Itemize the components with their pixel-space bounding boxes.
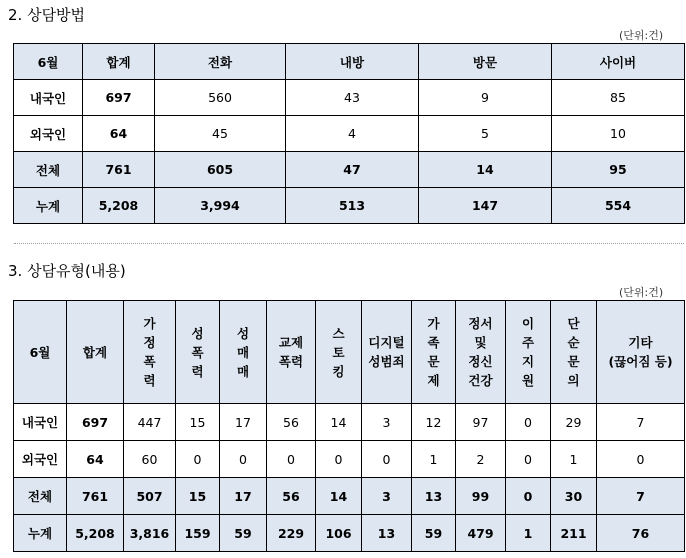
consultation-method-table [13,43,685,224]
column-header: 6월 [14,301,67,404]
table-row [14,478,685,515]
table-row [14,188,685,224]
table-cell: 0 [316,441,362,478]
section3-title: 3. 상담유형(내용) [8,262,126,280]
table-cell: 3,994 [155,188,286,224]
table-cell: 13 [362,515,412,552]
table-cell: 0 [597,441,685,478]
column-header: 스 토 킹 [316,301,362,404]
table-cell: 5 [419,116,552,152]
table-cell: 229 [267,515,316,552]
table-row [14,80,685,116]
table-cell: 2 [456,441,506,478]
table-cell: 5,208 [67,515,124,552]
table-row [14,404,685,441]
table-cell: 697 [67,404,124,441]
table-cell: 95 [552,152,685,188]
consultation-type-table [13,300,685,552]
table-cell: 0 [506,404,551,441]
table-row [14,515,685,552]
section2-unit: (단위:건) [619,29,664,42]
row-header: 전체 [14,152,83,188]
table-header-row [14,44,685,80]
table-cell: 1 [551,441,597,478]
table-cell: 605 [155,152,286,188]
table-cell: 99 [456,478,506,515]
column-header: 6월 [14,44,83,80]
table-cell: 479 [456,515,506,552]
column-header: 방문 [419,44,552,80]
table-row [14,152,685,188]
table-cell: 0 [362,441,412,478]
table-cell: 0 [506,478,551,515]
table-cell: 14 [419,152,552,188]
table-cell: 5,208 [83,188,155,224]
table-cell: 761 [67,478,124,515]
table-row [14,116,685,152]
row-header: 외국인 [14,116,83,152]
table-cell: 29 [551,404,597,441]
table-cell: 3 [362,478,412,515]
table-cell: 4 [286,116,419,152]
table-cell: 14 [316,478,362,515]
table-cell: 1 [412,441,456,478]
table-cell: 14 [316,404,362,441]
column-header: 성 매 매 [220,301,267,404]
column-header: 성 폭 력 [176,301,220,404]
column-header: 가 정 폭 력 [124,301,176,404]
table-cell: 447 [124,404,176,441]
table-cell: 76 [597,515,685,552]
table-cell: 7 [597,478,685,515]
table-cell: 17 [220,404,267,441]
table-cell: 560 [155,80,286,116]
row-header: 누계 [14,188,83,224]
table-cell: 47 [286,152,419,188]
table-cell: 64 [83,116,155,152]
table-cell: 513 [286,188,419,224]
table-cell: 12 [412,404,456,441]
column-header: 단 순 문 의 [551,301,597,404]
table-cell: 7 [597,404,685,441]
section2-title: 2. 상담방법 [8,6,86,24]
column-header: 디지털 성범죄 [362,301,412,404]
table-cell: 10 [552,116,685,152]
row-header: 외국인 [14,441,67,478]
section3-unit: (단위:건) [619,286,664,299]
table-cell: 59 [412,515,456,552]
column-header: 합계 [67,301,124,404]
table-cell: 56 [267,478,316,515]
table-cell: 147 [419,188,552,224]
table-cell: 45 [155,116,286,152]
table-cell: 43 [286,80,419,116]
column-header: 이 주 지 원 [506,301,551,404]
column-header: 가 족 문 제 [412,301,456,404]
table-cell: 697 [83,80,155,116]
table-cell: 554 [552,188,685,224]
column-header: 기타 (끊어짐 등) [597,301,685,404]
row-header: 내국인 [14,404,67,441]
row-header: 누계 [14,515,67,552]
table-cell: 0 [506,441,551,478]
table-cell: 9 [419,80,552,116]
section-divider [14,243,684,244]
table-row [14,441,685,478]
table-cell: 15 [176,404,220,441]
table-cell: 15 [176,478,220,515]
column-header: 교제 폭력 [267,301,316,404]
row-header: 전체 [14,478,67,515]
table-cell: 3 [362,404,412,441]
table-cell: 211 [551,515,597,552]
table-cell: 3,816 [124,515,176,552]
row-header: 내국인 [14,80,83,116]
table-cell: 106 [316,515,362,552]
table-cell: 30 [551,478,597,515]
table-cell: 0 [220,441,267,478]
column-header: 전화 [155,44,286,80]
table-cell: 0 [267,441,316,478]
table-cell: 13 [412,478,456,515]
table-cell: 17 [220,478,267,515]
table-cell: 97 [456,404,506,441]
table-cell: 64 [67,441,124,478]
column-header: 내방 [286,44,419,80]
table-header-row [14,301,685,404]
table-cell: 56 [267,404,316,441]
table-cell: 60 [124,441,176,478]
column-header: 정서 및 정신 건강 [456,301,506,404]
table-cell: 85 [552,80,685,116]
table-cell: 0 [176,441,220,478]
table-cell: 507 [124,478,176,515]
table-cell: 159 [176,515,220,552]
table-cell: 59 [220,515,267,552]
column-header: 합계 [83,44,155,80]
table-cell: 761 [83,152,155,188]
table-cell: 1 [506,515,551,552]
column-header: 사이버 [552,44,685,80]
